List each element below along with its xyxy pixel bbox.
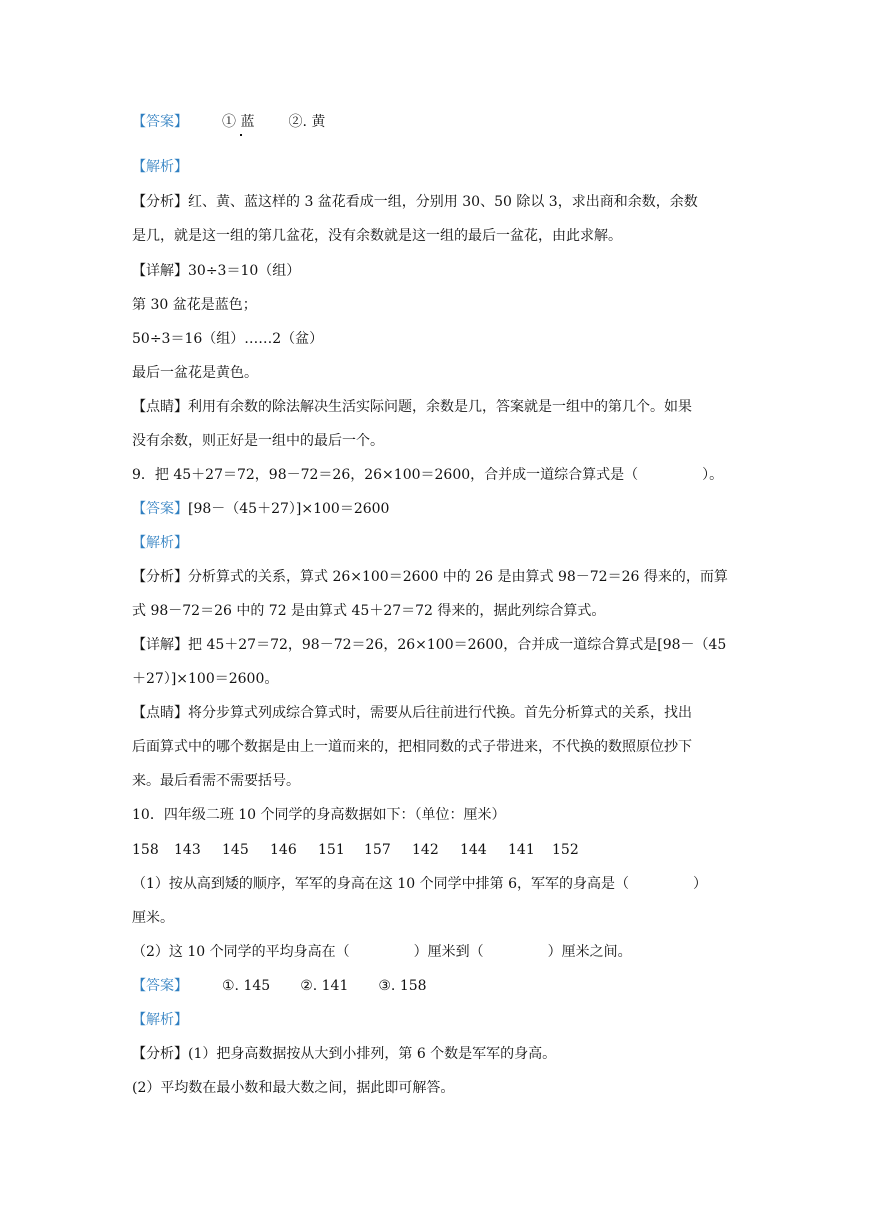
xiangjie-line xyxy=(132,261,300,281)
emphasis-dot xyxy=(240,134,242,136)
height-value: 143 xyxy=(174,842,201,858)
fenxi-text: 分析算式的关系，算式 26×100＝2600 中的 26 是由算式 98－72＝26 得来的，而算 xyxy=(188,569,728,585)
sub-question-1-cont: 厘米。 xyxy=(132,910,174,926)
height-value: 144 xyxy=(460,842,487,858)
dianjing-text-cont: 没有余数，则正好是一组中的最后一个。 xyxy=(132,433,384,449)
sub-question-text: （1）按从高到矮的顺序，军军的身高在这 10 个同学中排第 6，军军的身高是（ xyxy=(132,876,629,892)
dianjing-text: 利用有余数的除法解决生活实际问题，余数是几，答案就是一组中的第几个。如果 xyxy=(188,399,692,415)
answer-line-9 xyxy=(132,499,389,519)
question-9 xyxy=(132,465,723,485)
fenxi-label: 【分析】 xyxy=(132,1046,188,1062)
fenxi-line xyxy=(132,567,728,587)
dianjing-label: 【点睛】 xyxy=(132,399,188,415)
answer-line-8 xyxy=(132,112,325,132)
question-text: 9．把 45＋27＝72，98－72＝26，26×100＝2600，合并成一道综合算式是（ xyxy=(132,467,639,483)
fenxi-line xyxy=(132,192,698,212)
answer-label: 【答案】 xyxy=(132,501,188,517)
answer-line-10 xyxy=(132,976,427,996)
fenxi-text: 红、黄、蓝这样的 3 盆花看成一组，分别用 30、50 除以 3，求出商和余数，余数 xyxy=(188,194,698,210)
xiangjie-label: 【详解】 xyxy=(132,637,188,653)
xiangjie-label: 【详解】 xyxy=(132,263,188,279)
fenxi-label: 【分析】 xyxy=(132,194,188,210)
xiangjie-line xyxy=(132,635,726,655)
fenxi-label: 【分析】 xyxy=(132,569,188,585)
answer-label: 【答案】 xyxy=(132,114,188,130)
detail-line: 最后一盆花是黄色。 xyxy=(132,365,258,381)
xiangjie-text: 30÷3＝10（组） xyxy=(188,263,301,279)
height-value: 151 xyxy=(318,842,345,858)
height-value: 152 xyxy=(552,842,579,858)
sub-question-text: （2）这 10 个同学的平均身高在（ xyxy=(132,944,350,960)
analysis-label: 【解析】 xyxy=(132,1012,188,1028)
answer-item: ②. 黄 xyxy=(288,114,326,130)
fenxi-text: (1）把身高数据按从大到小排列，第 6 个数是军军的身高。 xyxy=(188,1046,557,1062)
height-value: 141 xyxy=(508,842,535,858)
fenxi-text-cont: 式 98－72＝26 中的 72 是由算式 45＋27＝72 得来的，据此列综合算式。 xyxy=(132,603,606,619)
dianjing-line xyxy=(132,397,692,417)
sub-question-text: ）厘米到（ xyxy=(413,944,484,960)
sub-question-text-end: ）厘米之间。 xyxy=(547,944,632,960)
dianjing-text: 将分步算式列成综合算式时，需要从后往前进行代换。首先分析算式的关系，找出 xyxy=(188,705,692,721)
analysis-label: 【解析】 xyxy=(132,535,188,551)
xiangjie-text: 把 45＋27＝72，98－72＝26，26×100＝2600，合并成一道综合算式是[98－（45 xyxy=(188,637,727,653)
question-text-end: ）。 xyxy=(702,467,724,483)
answer-label: 【答案】 xyxy=(132,978,188,994)
height-value: 142 xyxy=(412,842,439,858)
height-value: 146 xyxy=(270,842,297,858)
sub-question-text-end: ） xyxy=(692,876,707,892)
detail-line: 第 30 盆花是蓝色； xyxy=(132,297,257,313)
dianjing-text-cont: 后面算式中的哪个数据是由上一道而来的，把相同数的式子带进来，不代换的数照原位抄下 xyxy=(132,739,692,755)
detail-line: 50÷3＝16（组）……2（盆） xyxy=(132,331,324,347)
answer-text: [98－（45＋27）]×100＝2600 xyxy=(188,501,390,517)
fenxi-text-cont: 是几，就是这一组的第几盆花，没有余数就是这一组的最后一盆花，由此求解。 xyxy=(132,228,622,244)
fenxi-text-cont: (2）平均数在最小数和最大数之间，据此即可解答。 xyxy=(132,1080,455,1096)
dianjing-text-cont: 来。最后看需不需要括号。 xyxy=(132,773,300,789)
height-data-row xyxy=(132,840,579,860)
analysis-label: 【解析】 xyxy=(132,159,188,175)
fenxi-line xyxy=(132,1044,556,1064)
height-value: 145 xyxy=(222,842,249,858)
question-10: 10．四年级二班 10 个同学的身高数据如下：（单位：厘米） xyxy=(132,807,506,823)
dianjing-line xyxy=(132,703,692,723)
dianjing-label: 【点睛】 xyxy=(132,705,188,721)
height-value: 157 xyxy=(364,842,391,858)
answer-item: ②. 141 xyxy=(300,978,349,994)
answer-item: ① 蓝 xyxy=(222,114,255,130)
answer-item: ①. 145 xyxy=(222,978,271,994)
xiangjie-text-cont: ＋27）]×100＝2600。 xyxy=(132,671,279,687)
sub-question-1 xyxy=(132,874,707,894)
sub-question-2 xyxy=(132,942,632,962)
answer-item: ③. 158 xyxy=(378,978,427,994)
height-value: 158 xyxy=(132,842,159,858)
